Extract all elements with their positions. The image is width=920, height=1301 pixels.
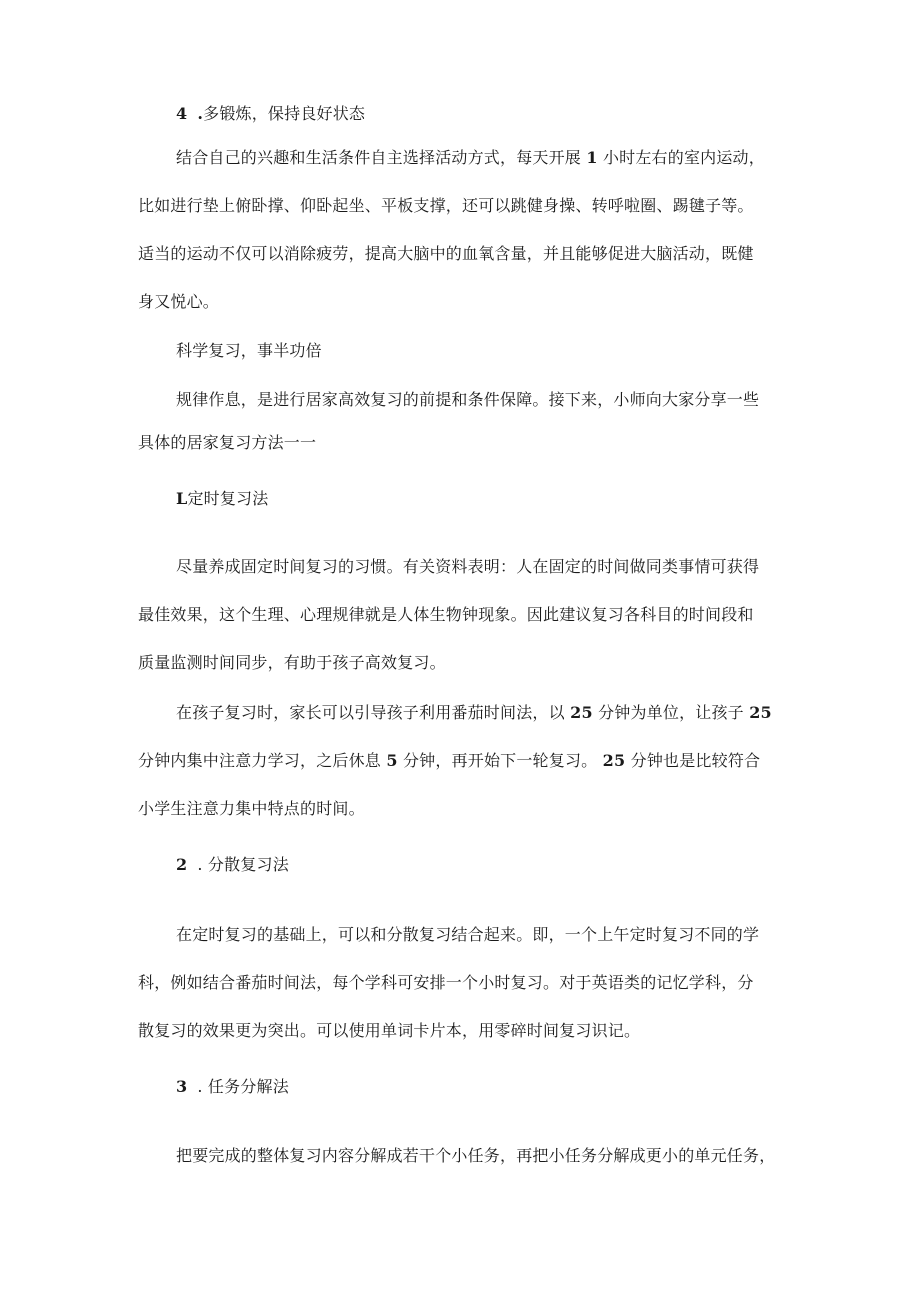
text-run: 小时左右的室内运动， (602, 148, 765, 167)
paragraph-line: 把要完成的整体复习内容分解成若干个小任务，再把小任务分解成更小的单元任务， (176, 1146, 776, 1165)
paragraph-line: 科，例如结合番茄时间法，每个学科可安排一个小时复习。对于英语类的记忆学科，分 (138, 973, 754, 992)
heading-exercise (176, 104, 365, 124)
paragraph-line: 具体的居家复习方法一一 (138, 433, 317, 452)
paragraph-line: 尽量养成固定时间复习的习惯。有关资料表明：人在固定的时间做同类事情可获得 (176, 557, 760, 576)
text-run: 分钟，再开始下一轮复习。 (402, 751, 598, 770)
heading-method-3 (176, 1077, 289, 1097)
heading-dot: . (197, 104, 204, 123)
heading-number: 4 (176, 104, 188, 123)
number-run: 25 (570, 703, 593, 722)
number-run: 1 (586, 148, 598, 167)
heading-method-1 (176, 489, 268, 509)
paragraph-line: 质量监测时间同步，有助于孩子高效复习。 (138, 653, 446, 672)
heading-title: . 任务分解法 (197, 1077, 289, 1096)
heading-number: 2 (176, 855, 188, 874)
text-run: 分钟内集中注意力学习，之后休息 (138, 751, 382, 770)
text-run: 分钟也是比较符合 (630, 751, 761, 770)
paragraph-line: 小学生注意力集中特点的时间。 (138, 799, 365, 818)
number-run: 25 (749, 703, 772, 722)
heading-method-2 (176, 855, 289, 875)
heading-title: 定时复习法 (187, 489, 269, 508)
paragraph-line (176, 148, 765, 168)
paragraph-line: 身又悦心。 (138, 292, 220, 311)
paragraph-line: 在定时复习的基础上，可以和分散复习结合起来。即，一个上午定时复习不同的学 (176, 925, 760, 944)
text-run: 分钟为单位，让孩子 (598, 703, 744, 722)
number-run: 5 (386, 751, 398, 770)
paragraph-line: 适当的运动不仅可以消除疲劳，提高大脑中的血氧含量，并且能够促进大脑活动，既健 (138, 244, 754, 263)
number-run: 25 (602, 751, 626, 770)
paragraph-line: 最佳效果，这个生理、心理规律就是人体生物钟现象。因此建议复习各科目的时间段和 (138, 605, 754, 624)
text-run: 在孩子复习时，家长可以引导孩子利用番茄时间法，以 (176, 703, 565, 722)
paragraph-line: 规律作息，是进行居家高效复习的前提和条件保障。接下来，小师向大家分享一些 (176, 390, 760, 409)
paragraph-line: 比如进行垫上俯卧撑、仰卧起坐、平板支撑，还可以跳健身操、转呼啦圈、踢毽子等。 (138, 196, 754, 215)
paragraph-line: 散复习的效果更为突出。可以使用单词卡片本，用零碎时间复习识记。 (138, 1021, 641, 1040)
heading-title: 多锻炼，保持良好状态 (203, 104, 366, 123)
heading-title: . 分散复习法 (197, 855, 289, 874)
heading-number: 3 (176, 1077, 188, 1096)
section-heading-review: 科学复习，事半功倍 (176, 341, 322, 360)
paragraph-line (176, 703, 772, 723)
text-run: 结合自己的兴趣和生活条件自主选择活动方式，每天开展 (176, 148, 582, 167)
paragraph-line (138, 751, 760, 771)
heading-number: L (176, 489, 188, 508)
